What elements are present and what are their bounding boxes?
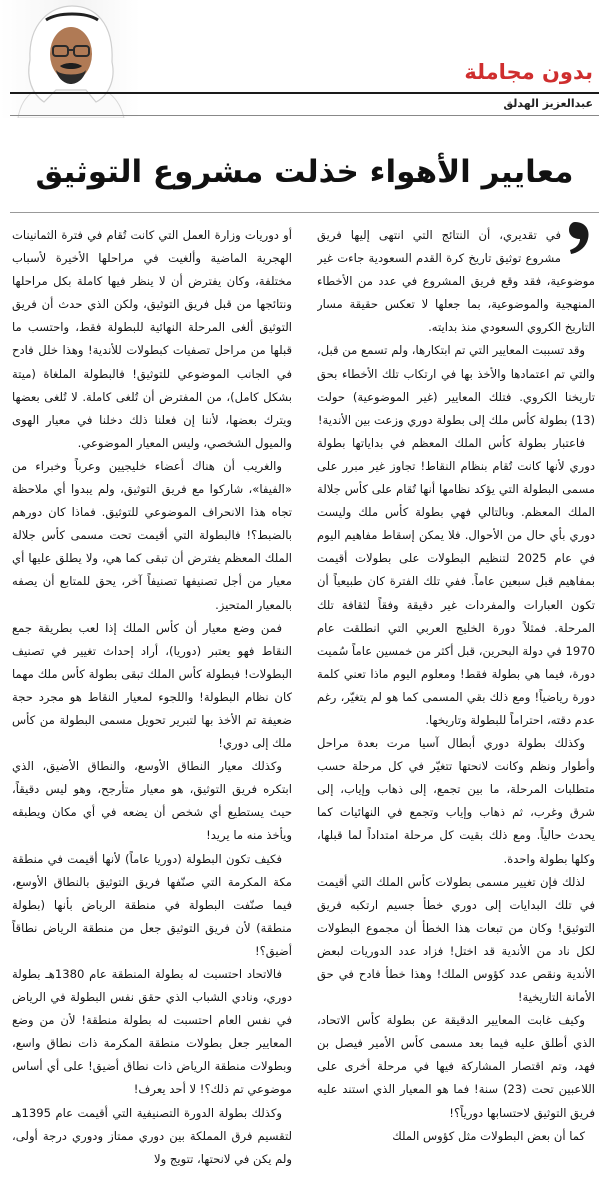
paragraph: والغريب أن هناك أعضاء خليجيين وعرباً وخبراء من «الفيفا»، شاركوا مع فريق التوثيق، ولم يبدوا أي ملاحظة تجاه هذا الانحراف الموضوعي للتوثيق. فماذا كان دورهم بالضبط؟! فالبطولة التي أقيمت تحت مسمى كأس جلالة الملك المعظم يفترض أن تبقى كما هي، ولا يطلق عليها أي معيار من أجل تصنيفها تصنيفاً آخر، يحق للمتابع أن يصفه بالمعيار المتحيز. — [12, 458, 292, 612]
author-name: عبدالعزيز الهدلق — [503, 97, 593, 110]
paragraph: فمن وضع معيار أن كأس الملك إذا لعب بطريقة جمع النقاط فهو يعتبر (دوريا)، أراد إحداث تغيير في تصنيف البطولات! فبطولة كأس الملك تبقى بطولة كأس ملك مهما كان نظام البطولة! واللجوء لمعيار النقاط هو مجرد حجة ضعيفة تم الأخذ بها لتبرير تحويل مسمى البطولة من كأس ملك إلى دوري! — [12, 620, 292, 751]
article-column-left — [12, 224, 292, 1168]
paragraph: وكيف غابت المعايير الدقيقة عن بطولة كأس الاتحاد، الذي أطلق عليه فيما بعد مسمى كأس الأمير فيصل بن فهد، وتم اقتصار المشاركة فيها في مرحلة أخرى على اللاعبين تحت (23) سنة! فما هو المعيار الذي استند عليه فريق التوثيق لاحتسابها دورياً؟! — [317, 1013, 595, 1120]
paragraph: وكذلك بطولة دوري أبطال آسيا مرت بعدة مراحل وأطوار ونظم وكانت لانحتها تتغيّر في كل مرحلة حسب متطلبات المرحلة، ما بين تجمع، إلى ذهاب وإياب، إلى شرق وغرب، ثم ذهاب وإياب وتجمع في النهائيات كما يحدث حالياً. ومع ذلك بقيت كل مرحلة امتداداً لما قبلها، وكلها بطولة واحدة. — [317, 736, 595, 866]
article-column-right — [317, 224, 595, 1168]
header-divider — [10, 92, 599, 94]
paragraph: لذلك فإن تغيير مسمى بطولات كأس الملك التي أقيمت في تلك البدايات إلى دوري خطأ جسيم ارتكبه فريق التوثيق! وكان من تبعات هذا الخطأ أن مجموع البطولات لكل ناد من الأندية قد اختل! فزاد عدد الدوريات لبعض الأندية ونقص عدد كؤوس الملك! وهذا خطأ فادح في حق الأمانة التاريخية! — [317, 874, 595, 1005]
column-name: بدون مجاملة — [464, 60, 593, 84]
paragraph: فكيف تكون البطولة (دوريا عاماً) لأنها أقيمت في منطقة مكة المكرمة التي صنّفها فريق التوثيق بالنطاق الأوسع، فيما صنّفت البطولة في منطقة الرياض بأنها (بطولة منطقة) لأن فريق التوثيق جعل من منطقة الرياض نطاقاً أضيق؟! — [12, 851, 292, 958]
paragraph: وقد تسببت المعايير التي تم ابتكارها، ولم تسمع من قبل، والتي تم اعتمادها والأخذ بها في ارتكاب تلك الأخطاء بحق تاريخنا الكروي. فتلك المعايير (غير الموضوعية) حولت (13) بطولة كأس ملك إلى بطولة دوري وزعت بين الأندية! — [317, 343, 595, 427]
author-photo — [0, 0, 140, 118]
paragraph: وكذلك بطولة الدورة التصنيفية التي أقيمت عام 1395هـ لتقسيم فرق المملكة بين دوري ممتاز ودوري درجة أولى، ولم يكن في لانحتها، تتويج ولا — [12, 1105, 292, 1166]
headline-divider — [10, 212, 599, 213]
paragraph: فالاتحاد احتسبت له بطولة المنطقة عام 1380هـ بطولة دوري، ونادي الشباب الذي حقق نفس البطولة في الرياض في نفس العام احتسبت له بطولة منطقة! لأن من وضع المعايير جعل بطولات منطقة المكرمة ذات نطاق واسع، وبطولات منطقة الرياض ذات نطاق أضيق! على أي أساس موضوعي تم ذلك؟! لا أحد يعرف! — [12, 967, 292, 1097]
column-header — [0, 0, 609, 132]
article-headline: معايير الأهواء خذلت مشروع التوثيق — [35, 154, 574, 190]
paragraph: وكذلك معيار النطاق الأوسع، والنطاق الأضيق، الذي ابتكره فريق التوثيق، هو معيار متأرجح، وهو ليس دقيقاً، حيث يستطيع أي شخص أن يضعه في أي مكان ويطبقه ويأخذ منه ما يريد! — [12, 759, 292, 843]
paragraph: كما أن بعض البطولات مثل كؤوس الملك — [392, 1128, 585, 1143]
paragraph: فاعتبار بطولة كأس الملك المعظم في بداياتها بطولة دوري لأنها كانت تُقام بنظام النقاط! تجاوز غير مبرر على مسمى البطولة التي يؤكد نظامها أنها تُقام على كأس جلالة الملك المعظم. وبالتالي فهي بطولة كأس ملك وليست دوري بأي حال من الأحوال. فلا يمكن إسقاط مفاهيم اليوم في عام 2025 لتنظيم البطولات على بطولات أقيمت بمفاهيم قبل سبعين عاماً. ففي تلك الفترة كان طبيعياً أن تكون العبارات والمفردات غير دقيقة وفقاً لثقافة تلك المرحلة. فمثلاً دورة الخليج العربي التي انطلقت عام 1970 في دولة البحرين، قبل أكثر من خمسين عاماً سُميت دورة، فيما هي بطولة فقط! ومعلوم اليوم ماذا تعني كلمة دورة رياضياً! ومع ذلك بقي المسمى كما هو لم يتغيّر، رغم عدم دقته، احتراماً للبطولة وتاريخها. — [317, 435, 595, 727]
paragraph: في تقديري، أن النتائج التي انتهى إليها فريق مشروع توثيق تاريخ كرة القدم السعودية جاءت غير موضوعية، فقد وقع فريق المشروع في عدد من الأخطاء المنهجية والموضوعية، بما جعلها لا تعكس حقيقة مسار التاريخ الكروي السعودي منذ بدايته. — [317, 228, 595, 335]
header-divider-thin — [10, 115, 599, 116]
paragraph: أو دوريات وزارة العمل التي كانت تُقام في فترة الثمانينات الهجرية الماضية وألغيت في مراحلها الأخيرة لأسباب مختلفة، وكان يفترض أن لا ينظر فيها كاملة بكل مراحلها ونتائجها من قبل فريق التوثيق، ولكن الذي حدث أن فريق التوثيق ألغى المرحلة النهائية للبطولة فقط، واحتسب ما قبلها من مراحل تصفيات كبطولات للأندية! وهذا خلل فادح في الجانب الموضوعي للتوثيق! فالبطولة الملغاة (ميتة بشكل كامل)، من المفترض أن تُلغى كاملة. لا تُلغى بعضها ويترك بعضها، لأننا إن فعلنا ذلك دخلنا في معيار الهوى والميول الشخصي، وليس المعيار الموضوعي. — [12, 228, 292, 450]
